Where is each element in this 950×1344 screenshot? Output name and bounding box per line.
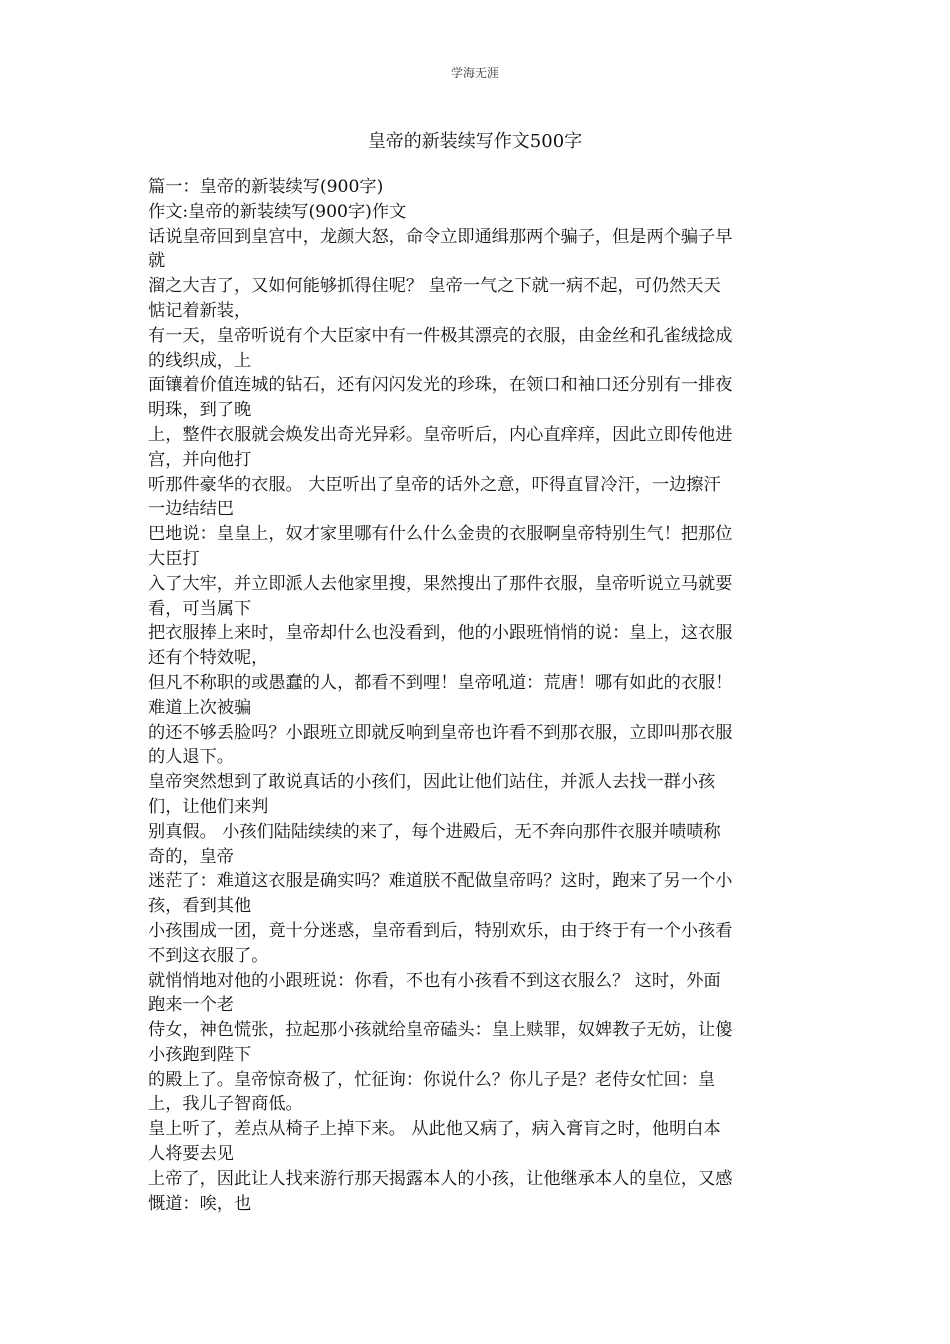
document-body xyxy=(148,175,804,1216)
text-line: 话说皇帝回到皇宫中，龙颜大怒，命令立即通缉那两个骗子，但是两个骗子早 xyxy=(148,226,733,247)
text-line: 皇上听了，差点从椅子上掉下来。 从此他又病了，病入膏肓之时，他明白本 xyxy=(148,1119,721,1140)
text-line: 但凡不称职的或愚蠢的人，都看不到哩！皇帝吼道：荒唐！哪有如此的衣服！ xyxy=(148,672,733,693)
text-line: 明珠，到了晚 xyxy=(148,400,252,421)
text-line: 小孩围成一团，竟十分迷惑，皇帝看到后，特别欢乐，由于终于有一个小孩看 xyxy=(148,920,733,941)
text-line: 宫，并向他打 xyxy=(148,449,252,470)
text-line: 不到这衣服了。 xyxy=(148,945,269,966)
text-line: 听那件豪华的衣服。 大臣听出了皇帝的话外之意，吓得直冒冷汗，一边擦汗 xyxy=(148,474,721,495)
text-line: 看，可当属下 xyxy=(148,598,252,619)
text-line: 的还不够丢脸吗？小跟班立即就反响到皇帝也许看不到那衣服，立即叫那衣服 xyxy=(148,722,733,743)
text-line: 奇的，皇帝 xyxy=(148,846,234,867)
text-line: 上，我儿子智商低。 xyxy=(148,1094,303,1115)
text-line: 小孩跑到陛下 xyxy=(148,1044,252,1065)
text-line: 人将要去见 xyxy=(148,1144,234,1165)
text-line: 跑来一个老 xyxy=(148,995,234,1016)
page-header: 学海无涯 xyxy=(450,66,499,80)
text-line: 慨道：唉，也 xyxy=(148,1193,252,1214)
text-line: 大臣打 xyxy=(148,548,200,569)
text-line: 们，让他们来判 xyxy=(148,796,269,817)
text-line: 迷茫了：难道这衣服是确实吗？难道朕不配做皇帝吗？这时，跑来了另一个小 xyxy=(148,871,733,892)
text-line: 还有个特效呢， xyxy=(148,648,269,669)
text-line: 就 xyxy=(148,251,166,272)
text-line: 侍女，神色慌张，拉起那小孩就给皇帝磕头：皇上赎罪，奴婢教子无妨，让傻 xyxy=(148,1020,733,1041)
text-line: 把衣服捧上来时，皇帝却什么也没看到，他的小跟班悄悄的说：皇上，这衣服 xyxy=(148,623,733,644)
text-line: 篇一：皇帝的新装续写(900字) xyxy=(148,177,384,197)
text-line: 上帝了，因此让人找来游行那天揭露本人的小孩，让他继承本人的皇位，又感 xyxy=(148,1168,733,1189)
text-line: 作文:皇帝的新装续写(900字)作文 xyxy=(148,201,407,222)
text-line: 溜之大吉了，又如何能够抓得住呢？ 皇帝一气之下就一病不起，可仍然天天 xyxy=(148,276,721,297)
text-line: 的线织成，上 xyxy=(148,350,252,371)
text-line: 有一天，皇帝听说有个大臣家中有一件极其漂亮的衣服，由金丝和孔雀绒捻成 xyxy=(148,325,733,346)
text-line: 皇帝突然想到了敢说真话的小孩们，因此让他们站住，并派人去找一群小孩 xyxy=(148,772,716,793)
text-line: 上，整件衣服就会焕发出奇光异彩。皇帝听后，内心直痒痒，因此立即传他进 xyxy=(148,424,733,445)
text-line: 惦记着新装， xyxy=(148,300,252,321)
text-line: 孩，看到其他 xyxy=(148,896,252,917)
text-line: 难道上次被骗 xyxy=(148,697,252,718)
text-line: 就悄悄地对他的小跟班说：你看，不也有小孩看不到这衣服么？ 这时，外面 xyxy=(148,970,721,991)
text-line: 面镶着价值连城的钻石，还有闪闪发光的珍珠，在领口和袖口还分别有一排夜 xyxy=(148,375,733,396)
document-title: 皇帝的新装续写作文500字 xyxy=(367,131,583,152)
text-line: 一边结结巴 xyxy=(148,499,234,520)
text-line: 入了大牢，并立即派人去他家里搜，果然搜出了那件衣服，皇帝听说立马就要 xyxy=(148,573,733,594)
text-line: 的殿上了。皇帝惊奇极了，忙征询：你说什么？你儿子是？老侍女忙回：皇 xyxy=(148,1069,716,1090)
text-line: 别真假。 小孩们陆陆续续的来了，每个进殿后，无不奔向那件衣服并啧啧称 xyxy=(148,821,721,842)
text-line: 的人退下。 xyxy=(148,747,234,768)
text-line: 巴地说：皇皇上，奴才家里哪有什么什么金贵的衣服啊皇帝特别生气！把那位 xyxy=(148,524,733,545)
